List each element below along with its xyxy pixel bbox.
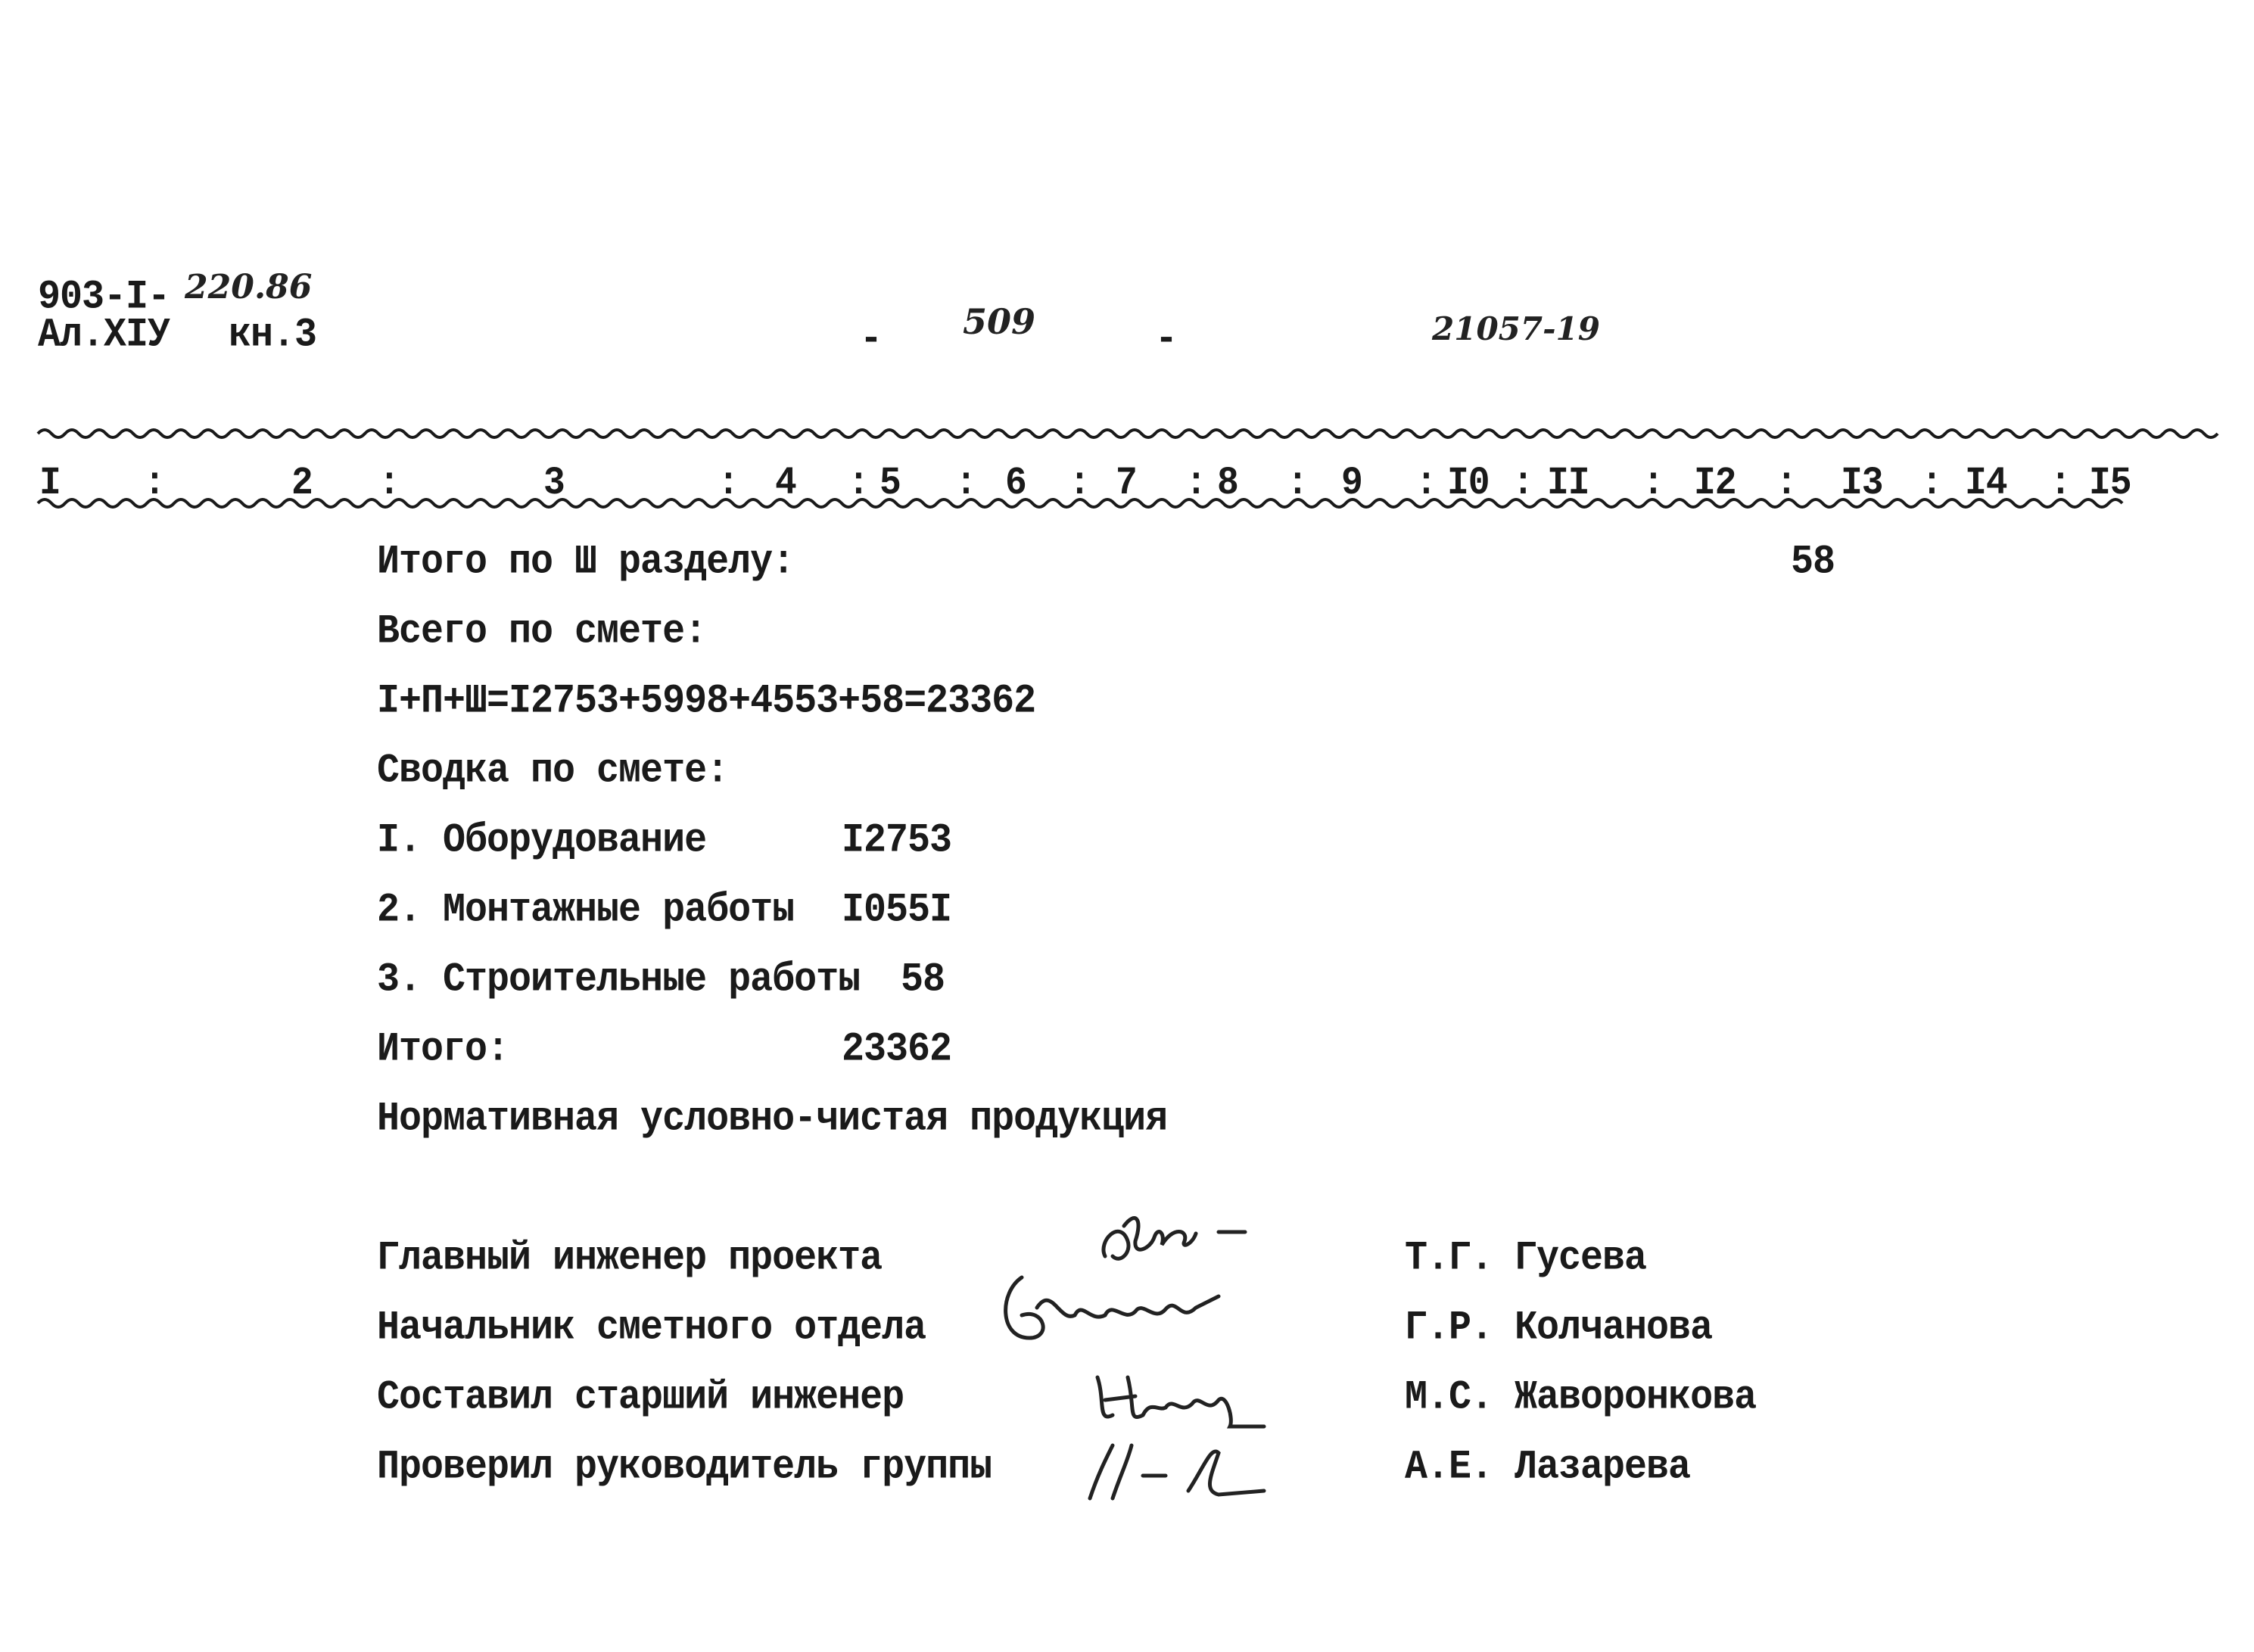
signature-name: М.С. Жаворонкова [1405,1374,1757,1421]
column-wavy-rule [0,492,2254,515]
signature-name: Г.Р. Колчанова [1405,1305,1713,1352]
column-separator: : [1642,462,1664,506]
column-number: I2 [1694,462,1736,506]
signature-role: Начальник сметного отдела [377,1305,926,1352]
column-separator: : [2050,462,2071,506]
column-separator: : [848,462,869,506]
signature-role: Проверил руководитель группы [377,1444,992,1491]
section3-total-label: Итого по Ш разделу: [377,539,795,586]
signature-role: Главный инженер проекта [377,1235,883,1282]
column-separator: : [1512,462,1533,506]
column-number: 8 [1217,462,1238,506]
summary-item-value: I2753 [842,817,952,864]
column-separator: : [1415,462,1437,506]
book-label: кн.3 [229,312,317,359]
doc-code-prefix: 903-I- [38,274,170,321]
estimate-total-label: Всего по смете: [377,608,707,655]
summary-item-label: 2. Монтажные работы [377,887,795,934]
column-separator: : [1287,462,1308,506]
summary-item-value: I055I [842,887,952,934]
page-number: 509 [963,301,1036,342]
summary-label: Сводка по смете: [377,748,729,795]
signature-name: А.Е. Лазарева [1405,1444,1691,1491]
total-value: 23362 [842,1026,952,1073]
column-number: 4 [775,462,796,506]
total-label: Итого: [377,1026,509,1073]
signature-scribble-4 [1060,1430,1287,1514]
top-wavy-rule [0,422,2254,445]
column-separator: : [955,462,976,506]
section3-total-value: 58 [1791,539,1835,586]
summary-item-label: I. Оборудование [377,817,707,864]
page-dash-right: - [1155,316,1178,363]
signature-scribble-3 [1082,1355,1279,1438]
album-label: Ал.XIУ [38,312,170,359]
signature-name: Т.Г. Гусева [1405,1235,1647,1282]
signature-role: Составил старший инженер [377,1374,904,1421]
column-number: 9 [1341,462,1362,506]
column-number: I4 [1965,462,2007,506]
column-number: I3 [1841,462,1883,506]
column-number: 2 [291,462,313,506]
signature-scribble-2 [992,1262,1249,1353]
summary-item-label: 3. Строительные работы [377,957,861,1003]
column-number: II [1547,462,1589,506]
normative-label: Нормативная условно-чистая продукция [377,1096,1168,1143]
column-number: I5 [2089,462,2131,506]
page-dash-left: - [860,316,883,363]
column-separator: : [378,462,400,506]
column-separator: : [1776,462,1797,506]
column-separator: : [1185,462,1206,506]
column-number: I0 [1447,462,1490,506]
column-separator: : [1069,462,1090,506]
column-number: 6 [1005,462,1026,506]
column-number: 7 [1116,462,1137,506]
inventory-number: 21057-19 [1432,310,1600,347]
summary-item-value: 58 [901,957,945,1003]
column-number: 5 [879,462,901,506]
column-number: I [39,462,61,506]
column-separator: : [718,462,739,506]
column-separator: : [144,462,165,506]
column-separator: : [1921,462,1942,506]
doc-code-handwritten: 220.86 [185,268,313,306]
estimate-formula: I+П+Ш=I2753+5998+4553+58=23362 [377,678,1036,725]
column-number: 3 [543,462,565,506]
